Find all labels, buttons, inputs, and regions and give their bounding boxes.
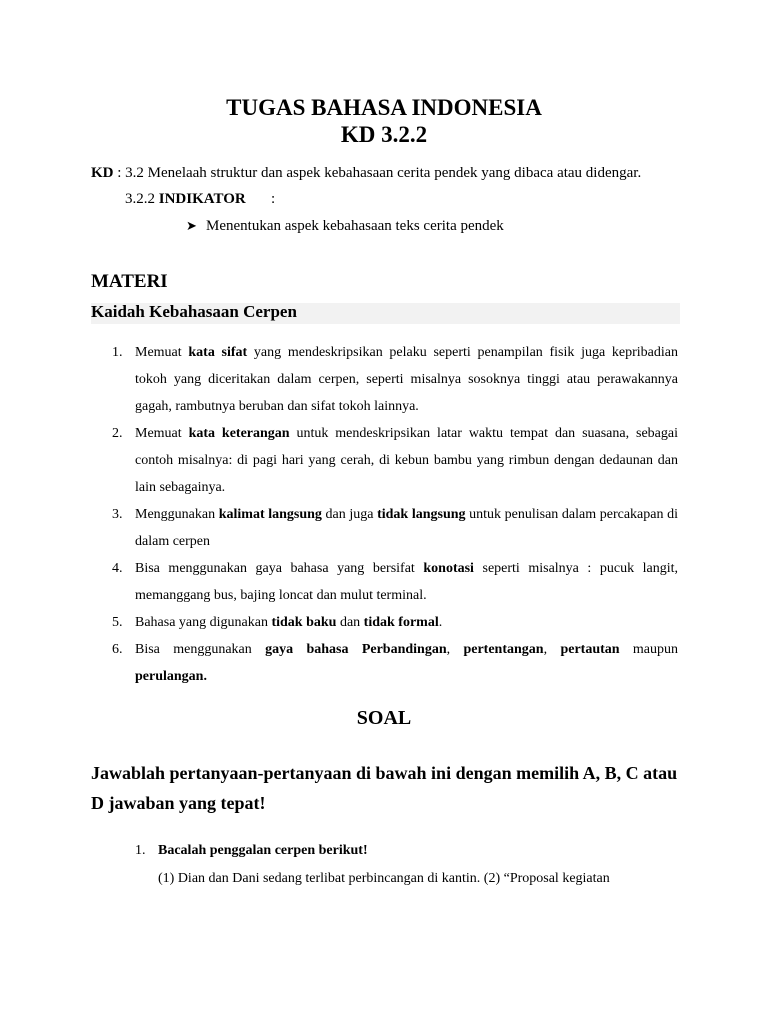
rule-number: 6. <box>112 642 123 657</box>
rule-keyword: tidak langsung <box>377 507 466 522</box>
rule-keyword: tidak formal <box>363 615 439 630</box>
question-1-prompt <box>135 843 368 859</box>
rule-item <box>91 555 678 609</box>
indikator-prefix: 3.2.2 <box>125 191 159 207</box>
rule-text: , <box>543 642 561 657</box>
rule-number: 5. <box>112 615 123 630</box>
rule-item <box>91 501 678 555</box>
soal-heading: SOAL <box>356 707 412 729</box>
kd-text: : 3.2 Menelaah struktur dan aspek kebahasaan cerita pendek yang dibaca atau didengar. <box>113 165 642 181</box>
rule-text: untuk mendeskripsikan latar waktu tempat dan suasana, sebagai contoh misalnya: di pagi hari yang cerah, di kebun bambu yang rimbun dengan dedaunan dan lain sebagainya. <box>135 426 678 495</box>
rule-text: yang mendeskripsikan pelaku seperti penampilan fisik juga kepribadian tokoh yang diceritakan dalam cerpen, seperti misalnya sosoknya tinggi atau perawakannya gagah, rambutnya beruban dan sifat tokoh lainnya. <box>135 345 678 414</box>
rule-keyword: kata keterangan <box>188 426 290 441</box>
rule-text: Bisa menggunakan <box>135 642 266 657</box>
arrow-bullet-icon: ➤ <box>186 218 197 233</box>
rule-text: Memuat <box>135 426 189 441</box>
rule-item <box>91 636 678 690</box>
soal-instruction: Jawablah pertanyaan-pertanyaan di bawah ini dengan memilih A, B, C atau D jawaban yang tepat! <box>91 763 678 813</box>
rule-text: Bahasa yang digunakan <box>135 615 272 630</box>
indikator-label: INDIKATOR <box>158 191 246 207</box>
rule-keyword: tidak baku <box>271 615 337 630</box>
indikator-colon: : <box>271 191 276 207</box>
rule-item <box>91 339 678 420</box>
kaidah-heading: Kaidah Kebahasaan Cerpen <box>91 302 297 321</box>
rule-item <box>91 609 678 636</box>
kd-label: KD <box>91 165 114 181</box>
materi-heading: MATERI <box>91 271 168 292</box>
rule-number: 1. <box>112 345 123 360</box>
rule-text: dan juga <box>321 507 378 522</box>
rule-text: Memuat <box>135 345 189 360</box>
question-prompt-text: Bacalah penggalan cerpen berikut! <box>158 843 368 858</box>
question-1-excerpt: (1) Dian dan Dani sedang terlibat perbincangan di kantin. (2) “Proposal kegiatan <box>158 871 610 886</box>
document-title: TUGAS BAHASA INDONESIA <box>226 95 542 120</box>
rule-text: untuk penulisan dalam percakapan di dalam cerpen <box>135 507 678 549</box>
rule-text: , <box>446 642 464 657</box>
rule-text: seperti misalnya : pucuk langit, memanggang bus, bajing loncat dan mulut terminal. <box>135 561 678 603</box>
indikator-line <box>125 191 246 208</box>
rule-keyword: konotasi <box>423 561 474 576</box>
rule-keyword: gaya bahasa Perbandingan <box>265 642 447 657</box>
rule-keyword: perulangan. <box>135 669 207 684</box>
indikator-bullet-text: Menentukan aspek kebahasaan teks cerita pendek <box>206 218 504 234</box>
kaidah-rules-list <box>91 339 678 690</box>
rule-item <box>91 420 678 501</box>
rule-text: Bisa menggunakan gaya bahasa yang bersifat <box>135 561 424 576</box>
rule-text: Menggunakan <box>135 507 219 522</box>
indikator-bullet <box>186 218 504 235</box>
rule-text: dan <box>336 615 364 630</box>
kd-statement <box>91 165 641 182</box>
document-subtitle: KD 3.2.2 <box>340 122 428 147</box>
rule-number: 3. <box>112 507 123 522</box>
rule-keyword: pertautan <box>560 642 620 657</box>
rule-keyword: kata sifat <box>188 345 248 360</box>
rule-number: 4. <box>112 561 123 576</box>
rule-keyword: kalimat langsung <box>218 507 322 522</box>
rule-text: . <box>438 615 443 630</box>
rule-number: 2. <box>112 426 123 441</box>
rule-text: maupun <box>619 642 679 657</box>
rule-keyword: pertentangan <box>463 642 544 657</box>
question-number: 1. <box>135 843 146 858</box>
